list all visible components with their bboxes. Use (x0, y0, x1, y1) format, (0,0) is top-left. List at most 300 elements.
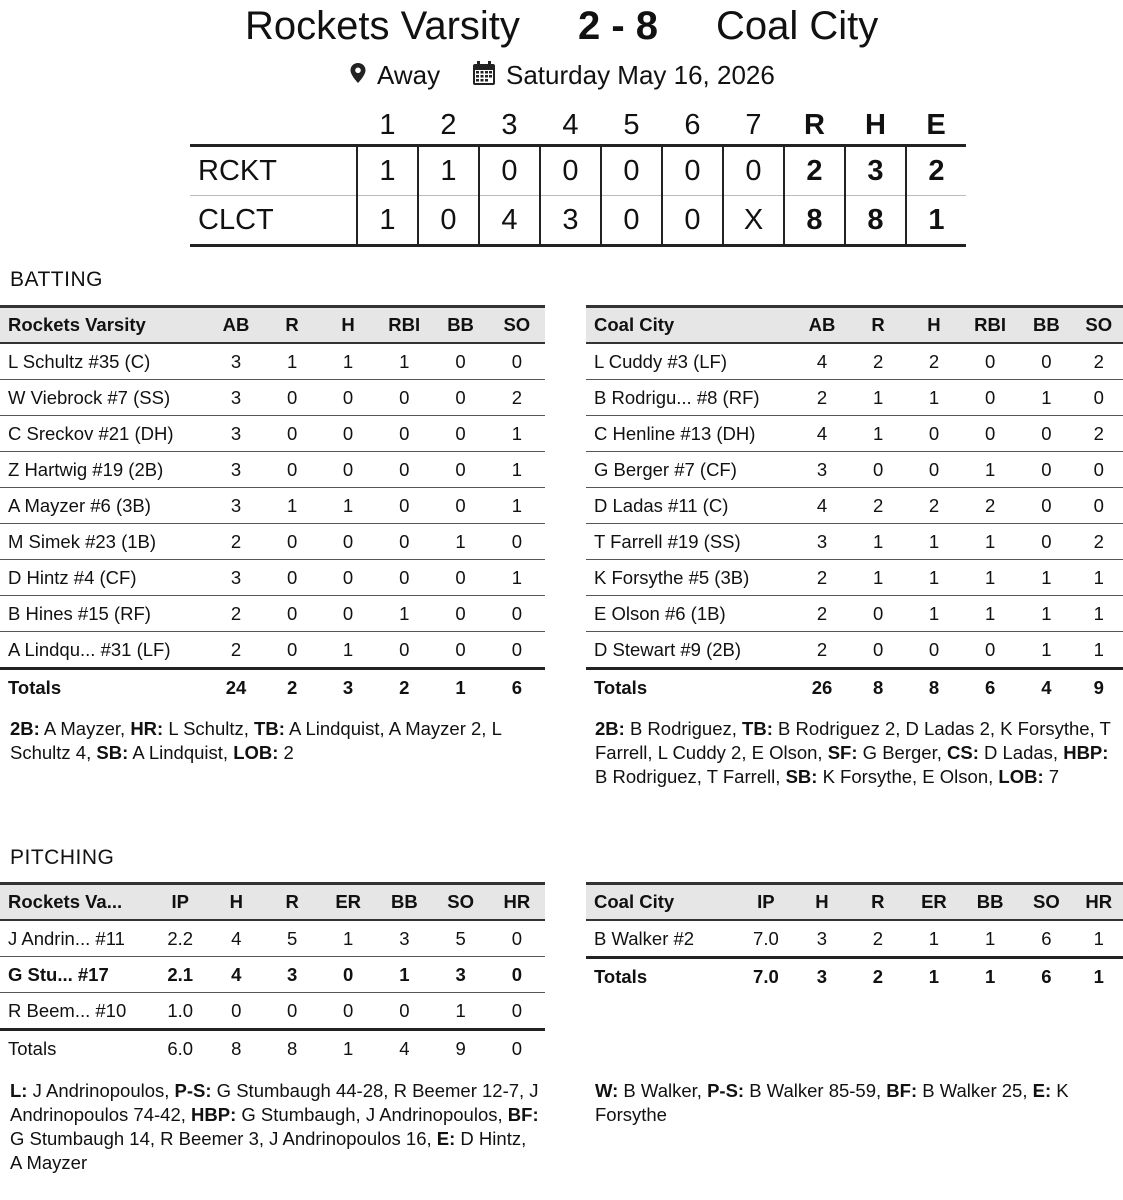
stat-column-header: BB (376, 884, 432, 921)
totals-label: Totals (0, 669, 208, 706)
stat-cell: 3 (264, 957, 320, 993)
batting-section-title: BATTING (10, 268, 103, 291)
stat-cell: 2 (208, 596, 264, 632)
stat-column-header: SO (489, 307, 545, 344)
stat-cell: 0 (376, 632, 432, 669)
stat-cell: 1 (320, 632, 376, 669)
stat-cell: 0 (376, 524, 432, 560)
stat-cell: 7.0 (738, 920, 794, 958)
totals-cell: 4 (376, 1030, 432, 1067)
team-column-header: Coal City (586, 307, 794, 344)
stat-cell: 0 (1018, 343, 1074, 380)
stat-cell: 1 (850, 560, 906, 596)
totals-cell: 8 (208, 1030, 264, 1067)
stat-cell: 0 (962, 343, 1018, 380)
player-name: E Olson #6 (1B) (586, 596, 794, 632)
inning-header: 1 (379, 108, 396, 141)
stat-cell: 0 (962, 380, 1018, 416)
stat-cell: 5 (433, 920, 489, 957)
hits-header: H (865, 108, 886, 141)
note-label: 2B: (595, 718, 625, 739)
player-row (0, 452, 545, 488)
note-label: LOB: (233, 742, 279, 763)
stat-cell: 1 (1075, 596, 1123, 632)
linescore-team: CLCT (190, 196, 357, 246)
player-name: A Mayzer #6 (3B) (0, 488, 208, 524)
player-name: B Walker #2 (586, 920, 738, 958)
player-name: J Andrin... #11 (0, 920, 152, 957)
player-row (586, 343, 1123, 380)
player-name: G Stu... #17 (0, 957, 152, 993)
note-text: B Rodriguez, T Farrell, (595, 766, 786, 787)
player-name: T Farrell #19 (SS) (586, 524, 794, 560)
stat-cell: 0 (489, 632, 545, 669)
linescore-cell: 1 (357, 146, 418, 196)
totals-cell: 26 (794, 669, 850, 706)
stat-cell: 0 (1018, 488, 1074, 524)
player-row (0, 596, 545, 632)
note-text: K Forsythe (595, 1080, 1069, 1125)
final-score: 2 - 8 (578, 4, 659, 48)
note-text: A Mayzer, (39, 718, 131, 739)
stat-cell: 0 (432, 343, 488, 380)
stat-cell: 2 (1075, 343, 1123, 380)
stat-cell: 0 (264, 380, 320, 416)
stat-cell: 3 (794, 524, 850, 560)
stat-cell: 1 (850, 524, 906, 560)
note-text: J Andrinopoulos, (27, 1080, 175, 1101)
note-label: P-S: (174, 1080, 212, 1101)
stat-cell: 2 (794, 560, 850, 596)
stat-cell: 1 (433, 993, 489, 1030)
inning-header: 5 (623, 108, 640, 141)
stat-column-header: H (320, 307, 376, 344)
stat-column-header: H (794, 884, 850, 921)
stat-cell: 0 (489, 596, 545, 632)
player-row (0, 343, 545, 380)
calendar-icon (472, 60, 496, 86)
stat-cell: 0 (906, 416, 962, 452)
inning-header: 3 (501, 108, 518, 141)
stat-cell: 0 (432, 380, 488, 416)
linescore-cell: 0 (601, 146, 662, 196)
stat-cell: 0 (1018, 524, 1074, 560)
player-name: G Berger #7 (CF) (586, 452, 794, 488)
linescore-cell: 1 (906, 196, 966, 246)
totals-cell: 8 (264, 1030, 320, 1067)
team-column-header: Rockets Varsity (0, 307, 208, 344)
linescore-cell: 3 (540, 196, 601, 246)
player-name: D Stewart #9 (2B) (586, 632, 794, 669)
location-pin-icon (348, 60, 368, 82)
linescore-team: RCKT (190, 146, 357, 196)
note-label: W: (595, 1080, 619, 1101)
totals-row (0, 1030, 545, 1067)
player-name: M Simek #23 (1B) (0, 524, 208, 560)
totals-label: Totals (586, 669, 794, 706)
note-text: D Ladas, (978, 742, 1064, 763)
linescore-cell: 0 (601, 196, 662, 246)
player-row (0, 416, 545, 452)
stat-cell: 1 (1075, 632, 1123, 669)
stat-column-header: SO (1018, 884, 1074, 921)
linescore-row (190, 196, 966, 246)
away-pitching-notes (595, 1079, 1120, 1127)
stat-cell: 2 (850, 343, 906, 380)
note-label: BF: (886, 1080, 918, 1101)
stat-cell: 1 (264, 488, 320, 524)
linescore-row (190, 146, 966, 196)
stat-cell: 2 (906, 488, 962, 524)
note-text: A Lindquist, (128, 742, 234, 763)
stat-cell: 1 (906, 560, 962, 596)
totals-cell: 2 (850, 958, 906, 995)
stat-cell: 4 (794, 416, 850, 452)
stat-cell: 0 (906, 452, 962, 488)
stat-cell: 0 (376, 488, 432, 524)
player-row (586, 452, 1123, 488)
stat-cell: 1 (906, 380, 962, 416)
linescore-cell: 0 (418, 196, 479, 246)
note-label: BF: (507, 1104, 539, 1125)
stat-column-header: H (208, 884, 264, 921)
stat-cell: 0 (376, 380, 432, 416)
stat-cell: 0 (489, 524, 545, 560)
player-name: B Rodrigu... #8 (RF) (586, 380, 794, 416)
stat-cell: 0 (489, 957, 545, 993)
stat-cell: 3 (208, 416, 264, 452)
player-name: L Schultz #35 (C) (0, 343, 208, 380)
totals-row (0, 669, 545, 706)
stat-cell: 1 (962, 920, 1018, 958)
stat-cell: 0 (320, 452, 376, 488)
totals-cell: 2 (376, 669, 432, 706)
stat-cell: 0 (1018, 416, 1074, 452)
stat-cell: 1 (1075, 920, 1123, 958)
stat-cell: 1 (906, 524, 962, 560)
stat-cell: 0 (850, 596, 906, 632)
totals-cell: 1 (906, 958, 962, 995)
stat-cell: 1 (376, 596, 432, 632)
inning-header: 6 (684, 108, 701, 141)
linescore-cell: 0 (479, 146, 540, 196)
stat-cell: 0 (432, 632, 488, 669)
stat-cell: 5 (264, 920, 320, 957)
stat-cell: 1 (1075, 560, 1123, 596)
stat-cell: 0 (264, 560, 320, 596)
stat-header-row (0, 307, 545, 344)
stat-cell: 0 (264, 632, 320, 669)
player-row (586, 596, 1123, 632)
stat-cell: 1 (432, 524, 488, 560)
stat-cell: 0 (208, 993, 264, 1030)
totals-cell: 2 (264, 669, 320, 706)
stat-column-header: R (264, 307, 320, 344)
stat-cell: 1 (489, 452, 545, 488)
stat-cell: 2 (850, 488, 906, 524)
note-label: P-S: (707, 1080, 745, 1101)
stat-cell: 1 (1018, 632, 1074, 669)
matchup-title (0, 4, 1123, 54)
player-name: C Sreckov #21 (DH) (0, 416, 208, 452)
stat-column-header: BB (432, 307, 488, 344)
stat-cell: 0 (432, 560, 488, 596)
stat-cell: 4 (208, 920, 264, 957)
player-row (0, 957, 545, 993)
away-team-name: Coal City (716, 4, 879, 48)
linescore-cell: 1 (357, 196, 418, 246)
totals-cell: 3 (794, 958, 850, 995)
player-row (0, 488, 545, 524)
stat-cell: 0 (320, 957, 376, 993)
stat-cell: 0 (489, 343, 545, 380)
stat-header-row (586, 884, 1123, 921)
stat-cell: 0 (1018, 452, 1074, 488)
note-text: B Walker, (618, 1080, 708, 1101)
linescore-cell: 8 (784, 196, 845, 246)
player-row (586, 920, 1123, 958)
totals-cell: 6.0 (152, 1030, 208, 1067)
stat-cell: 3 (208, 488, 264, 524)
stat-cell: 2 (850, 920, 906, 958)
home-pitching-notes (10, 1079, 540, 1175)
stat-column-header: H (906, 307, 962, 344)
stat-cell: 0 (376, 416, 432, 452)
stat-cell: 2 (208, 524, 264, 560)
stat-cell: 0 (850, 452, 906, 488)
runs-header: R (804, 108, 825, 141)
stat-cell: 0 (432, 488, 488, 524)
note-label: CS: (947, 742, 979, 763)
note-label: SB: (785, 766, 818, 787)
totals-cell: 9 (1075, 669, 1123, 706)
linescore-cell: 0 (723, 146, 784, 196)
note-text: A Lindquist, A Mayzer 2, L Schultz 4, (10, 718, 502, 763)
stat-cell: 2 (962, 488, 1018, 524)
note-text: G Berger, (857, 742, 947, 763)
stat-column-header: RBI (962, 307, 1018, 344)
note-label: L: (10, 1080, 28, 1101)
stat-cell: 0 (906, 632, 962, 669)
player-row (586, 488, 1123, 524)
stat-cell: 0 (962, 632, 1018, 669)
totals-cell: 1 (962, 958, 1018, 995)
stat-cell: 1 (1018, 560, 1074, 596)
stat-cell: 1 (906, 596, 962, 632)
note-label: HR: (130, 718, 164, 739)
stat-cell: 4 (794, 488, 850, 524)
linescore-cell: 0 (662, 146, 723, 196)
stat-cell: 0 (1075, 380, 1123, 416)
stat-cell: 2 (1075, 416, 1123, 452)
stat-cell: 0 (1075, 488, 1123, 524)
away-batting-table (586, 305, 1123, 705)
linescore-cell: 2 (906, 146, 966, 196)
stat-cell: 0 (320, 416, 376, 452)
player-name: C Henline #13 (DH) (586, 416, 794, 452)
totals-cell: 0 (489, 1030, 545, 1067)
away-batting-notes (595, 717, 1115, 789)
totals-cell: 8 (906, 669, 962, 706)
note-text: B Walker 25, (917, 1080, 1033, 1101)
stat-cell: 2 (794, 632, 850, 669)
stat-cell: 0 (264, 993, 320, 1030)
stat-cell: 1 (850, 416, 906, 452)
stat-cell: 3 (433, 957, 489, 993)
location-label: Away (377, 60, 441, 90)
stat-column-header: IP (738, 884, 794, 921)
home-batting-notes (10, 717, 550, 765)
totals-cell: 4 (1018, 669, 1074, 706)
stat-cell: 1 (376, 957, 432, 993)
stat-cell: 3 (794, 452, 850, 488)
totals-cell: 6 (962, 669, 1018, 706)
totals-label: Totals (0, 1030, 152, 1067)
player-row (586, 560, 1123, 596)
note-text: L Schultz, (163, 718, 255, 739)
totals-row (586, 669, 1123, 706)
stat-cell: 0 (962, 416, 1018, 452)
pitching-section-title: PITCHING (10, 846, 115, 869)
away-pitching-table (586, 882, 1123, 994)
player-row (0, 920, 545, 957)
totals-cell: 1 (1075, 958, 1123, 995)
player-row (0, 993, 545, 1030)
stat-column-header: R (850, 884, 906, 921)
linescore-header-row (190, 106, 966, 146)
player-row (0, 560, 545, 596)
stat-cell: 1 (1018, 596, 1074, 632)
linescore-cell: 8 (845, 196, 906, 246)
note-text: G Stumbaugh 14, R Beemer 3, J Andrinopoulos 16, (10, 1128, 437, 1149)
totals-cell: 9 (433, 1030, 489, 1067)
stat-cell: 0 (264, 452, 320, 488)
player-row (0, 632, 545, 669)
note-text: B Rodriguez 2, D Ladas 2, K Forsythe, T Farrell, L Cuddy 2, E Olson, (595, 718, 1111, 763)
stat-column-header: BB (962, 884, 1018, 921)
player-name: K Forsythe #5 (3B) (586, 560, 794, 596)
note-text: B Walker 85-59, (744, 1080, 887, 1101)
player-name: W Viebrock #7 (SS) (0, 380, 208, 416)
stat-cell: 1 (376, 343, 432, 380)
stat-cell: 1.0 (152, 993, 208, 1030)
stat-cell: 0 (320, 993, 376, 1030)
stat-column-header: ER (906, 884, 962, 921)
stat-cell: 0 (432, 416, 488, 452)
stat-cell: 1 (320, 343, 376, 380)
stat-cell: 0 (376, 452, 432, 488)
stat-cell: 4 (794, 343, 850, 380)
note-label: HBP: (1063, 742, 1109, 763)
totals-row (586, 958, 1123, 995)
stat-cell: 0 (432, 596, 488, 632)
player-name: A Lindqu... #31 (LF) (0, 632, 208, 669)
player-row (586, 524, 1123, 560)
linescore-cell: 0 (540, 146, 601, 196)
totals-cell: 3 (320, 669, 376, 706)
linescore-cell: 4 (479, 196, 540, 246)
stat-column-header: HR (1075, 884, 1123, 921)
player-name: B Hines #15 (RF) (0, 596, 208, 632)
stat-cell: 6 (1018, 920, 1074, 958)
stat-cell: 1 (962, 452, 1018, 488)
stat-column-header: RBI (376, 307, 432, 344)
linescore-cell: 3 (845, 146, 906, 196)
stat-column-header: SO (433, 884, 489, 921)
note-label: E: (1032, 1080, 1052, 1101)
inning-header: 2 (440, 108, 457, 141)
stat-cell: 0 (320, 596, 376, 632)
stat-column-header: BB (1018, 307, 1074, 344)
home-team-name: Rockets Varsity (245, 4, 520, 48)
note-label: 2B: (10, 718, 40, 739)
linescore-table (190, 106, 966, 247)
stat-cell: 1 (320, 920, 376, 957)
linescore-cell: X (723, 196, 784, 246)
totals-label: Totals (586, 958, 738, 995)
stat-header-row (0, 884, 545, 921)
stat-cell: 3 (208, 343, 264, 380)
stat-column-header: AB (208, 307, 264, 344)
player-name: R Beem... #10 (0, 993, 152, 1030)
stat-cell: 3 (794, 920, 850, 958)
stat-cell: 2 (208, 632, 264, 669)
player-row (0, 380, 545, 416)
linescore-cell: 0 (662, 196, 723, 246)
stat-column-header: R (850, 307, 906, 344)
stat-cell: 0 (264, 596, 320, 632)
stat-cell: 0 (489, 920, 545, 957)
stat-cell: 1 (962, 524, 1018, 560)
player-row (586, 632, 1123, 669)
stat-cell: 2 (1075, 524, 1123, 560)
stat-cell: 1 (906, 920, 962, 958)
totals-cell: 6 (489, 669, 545, 706)
inning-header: 4 (562, 108, 579, 141)
team-column-header: Rockets Va... (0, 884, 152, 921)
game-date: Saturday May 16, 2026 (506, 60, 775, 90)
note-text: 7 (1043, 766, 1060, 787)
home-pitching-table (0, 882, 545, 1066)
stat-cell: 3 (208, 380, 264, 416)
note-text: 2 (278, 742, 294, 763)
stat-column-header: HR (489, 884, 545, 921)
stat-cell: 1 (264, 343, 320, 380)
linescore-cell: 1 (418, 146, 479, 196)
stat-cell: 2 (794, 380, 850, 416)
note-label: TB: (742, 718, 773, 739)
note-label: SF: (827, 742, 858, 763)
totals-cell: 24 (208, 669, 264, 706)
stat-cell: 2.1 (152, 957, 208, 993)
stat-cell: 2 (906, 343, 962, 380)
note-label: LOB: (998, 766, 1044, 787)
stat-cell: 3 (376, 920, 432, 957)
stat-cell: 1 (489, 560, 545, 596)
stat-cell: 0 (320, 524, 376, 560)
note-text: G Stumbaugh, J Andrinopoulos, (236, 1104, 508, 1125)
linescore-cell: 2 (784, 146, 845, 196)
totals-cell: 1 (432, 669, 488, 706)
stat-cell: 2 (794, 596, 850, 632)
stat-cell: 1 (489, 416, 545, 452)
note-text: K Forsythe, E Olson, (817, 766, 999, 787)
stat-cell: 0 (850, 632, 906, 669)
note-label: SB: (96, 742, 129, 763)
totals-cell: 7.0 (738, 958, 794, 995)
stat-cell: 1 (962, 596, 1018, 632)
stat-cell: 1 (489, 488, 545, 524)
